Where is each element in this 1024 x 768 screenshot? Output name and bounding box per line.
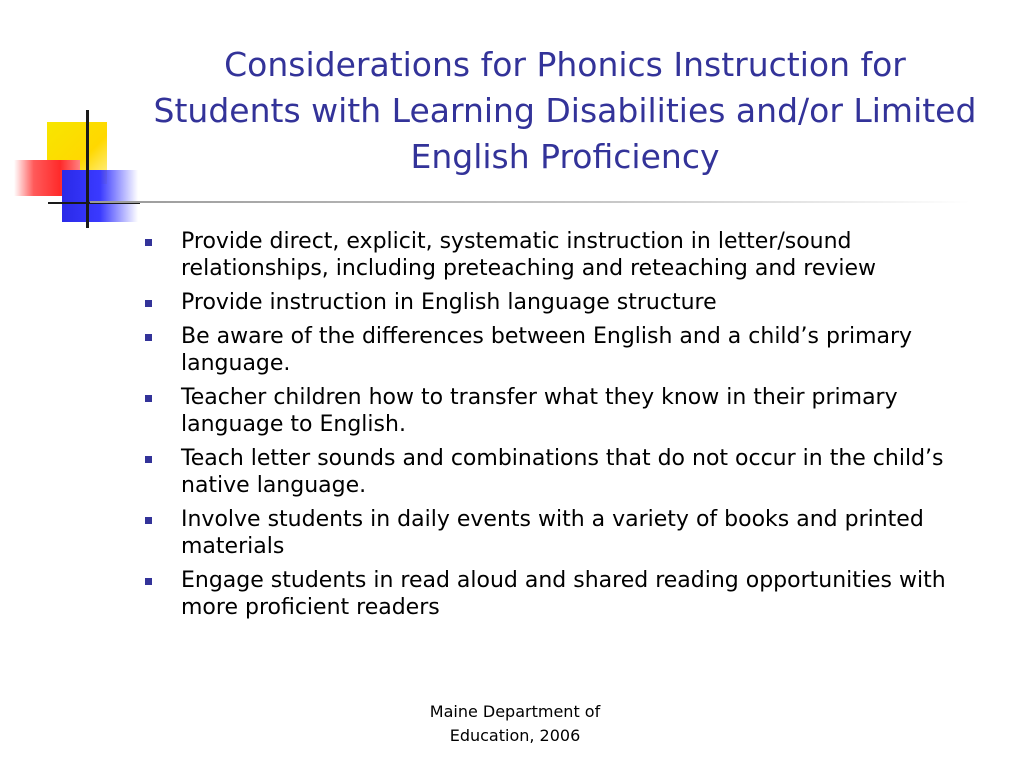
list-item (145, 567, 1005, 621)
list-item (145, 323, 1005, 377)
bullet-square-icon (145, 334, 152, 341)
bullet-text: Teach letter sounds and combinations that do not occur in the child’s native language. (181, 446, 944, 498)
list-item (145, 289, 1005, 316)
bullet-list (145, 228, 1005, 628)
slide-footer: Maine Department of Education, 2006 (429, 702, 601, 745)
bullet-text: Engage students in read aloud and shared reading opportunities with more proficient readers (181, 568, 946, 620)
bullet-text: Teacher children how to transfer what they know in their primary language to English. (181, 385, 898, 437)
list-item (145, 228, 1005, 282)
bullet-square-icon (145, 456, 152, 463)
slide-title: Considerations for Phonics Instruction for Students with Learning Disabilities and/or Limited English Proficiency (153, 45, 977, 176)
bullet-text: Provide instruction in English language structure (181, 290, 717, 315)
bullet-text: Be aware of the differences between English and a child’s primary language. (181, 324, 913, 376)
bullet-square-icon (145, 239, 152, 246)
bullet-square-icon (145, 395, 152, 402)
blue-square (62, 170, 138, 222)
bullet-text: Involve students in daily events with a variety of books and printed materials (181, 507, 924, 559)
bullet-square-icon (145, 517, 152, 524)
bullet-square-icon (145, 578, 152, 585)
vertical-line (86, 110, 89, 228)
colored-squares-logo-icon (0, 100, 150, 240)
bullet-square-icon (145, 300, 152, 307)
bullet-text: Provide direct, explicit, systematic instruction in letter/sound relationships, including preteaching and reteaching and review (181, 229, 877, 281)
list-item (145, 506, 1005, 560)
list-item (145, 384, 1005, 438)
list-item (145, 445, 1005, 499)
title-divider (90, 201, 970, 203)
